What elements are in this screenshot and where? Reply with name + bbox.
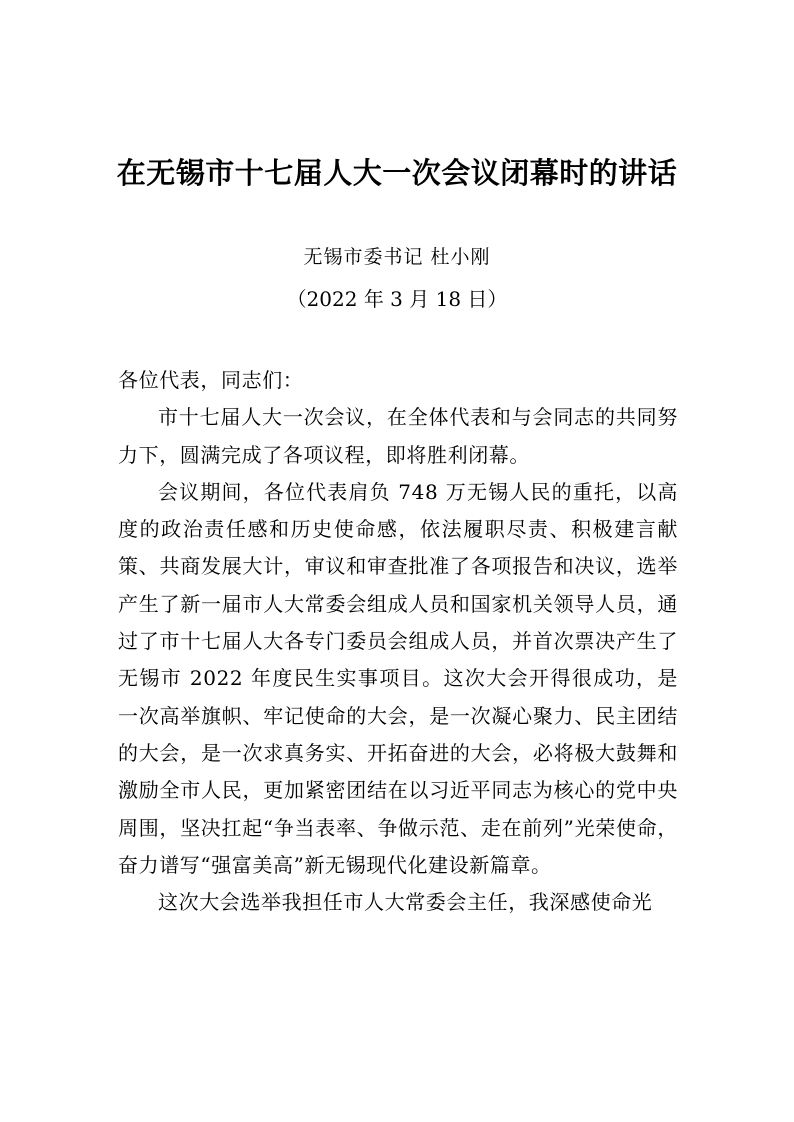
document-title: 在无锡市十七届人大一次会议闭幕时的讲话 xyxy=(116,156,678,190)
paragraph-3: 这次大会选举我担任市人大常委会主任，我深感使命光 xyxy=(158,890,653,915)
paragraph-2: 会议期间，各位代表肩负 748 万无锡人民的重托，以高度的政治责任感和历史使命感，依法履职尽责、积极建言献策、共商发展大计，审议和审查批准了各项报告和决议，选举产生了新一届市人大常委会组成人员和国家机关领导人员，通过了市十七届人大各专门委员会组成人员，并首次票决产生了无锡市 2022 年度民生实事项目。这次大会开得很成功，是一次高举旗帜、牢记使命的大会，是一次凝心聚力、民主团结的大会，是一次求真务实、开拓奋进的大会，必将极大鼓舞和激励全市人民，更加紧密团结在以习近平同志为核心的党中央周围，坚决扛起“争当表率、争做示范、走在前列”光荣使命，奋力谱写“强富美高”新无锡现代化建设新篇章。 xyxy=(118,479,678,877)
paragraph-1: 市十七届人大一次会议，在全体代表和与会同志的共同努力下，圆满完成了各项议程，即将胜利闭幕。 xyxy=(118,405,678,467)
salutation: 各位代表，同志们： xyxy=(118,368,304,392)
author-line: 无锡市委书记 杜小刚 xyxy=(303,246,491,268)
document-body xyxy=(118,362,678,921)
date-line: （2022 年 3 月 18 日） xyxy=(286,287,508,311)
